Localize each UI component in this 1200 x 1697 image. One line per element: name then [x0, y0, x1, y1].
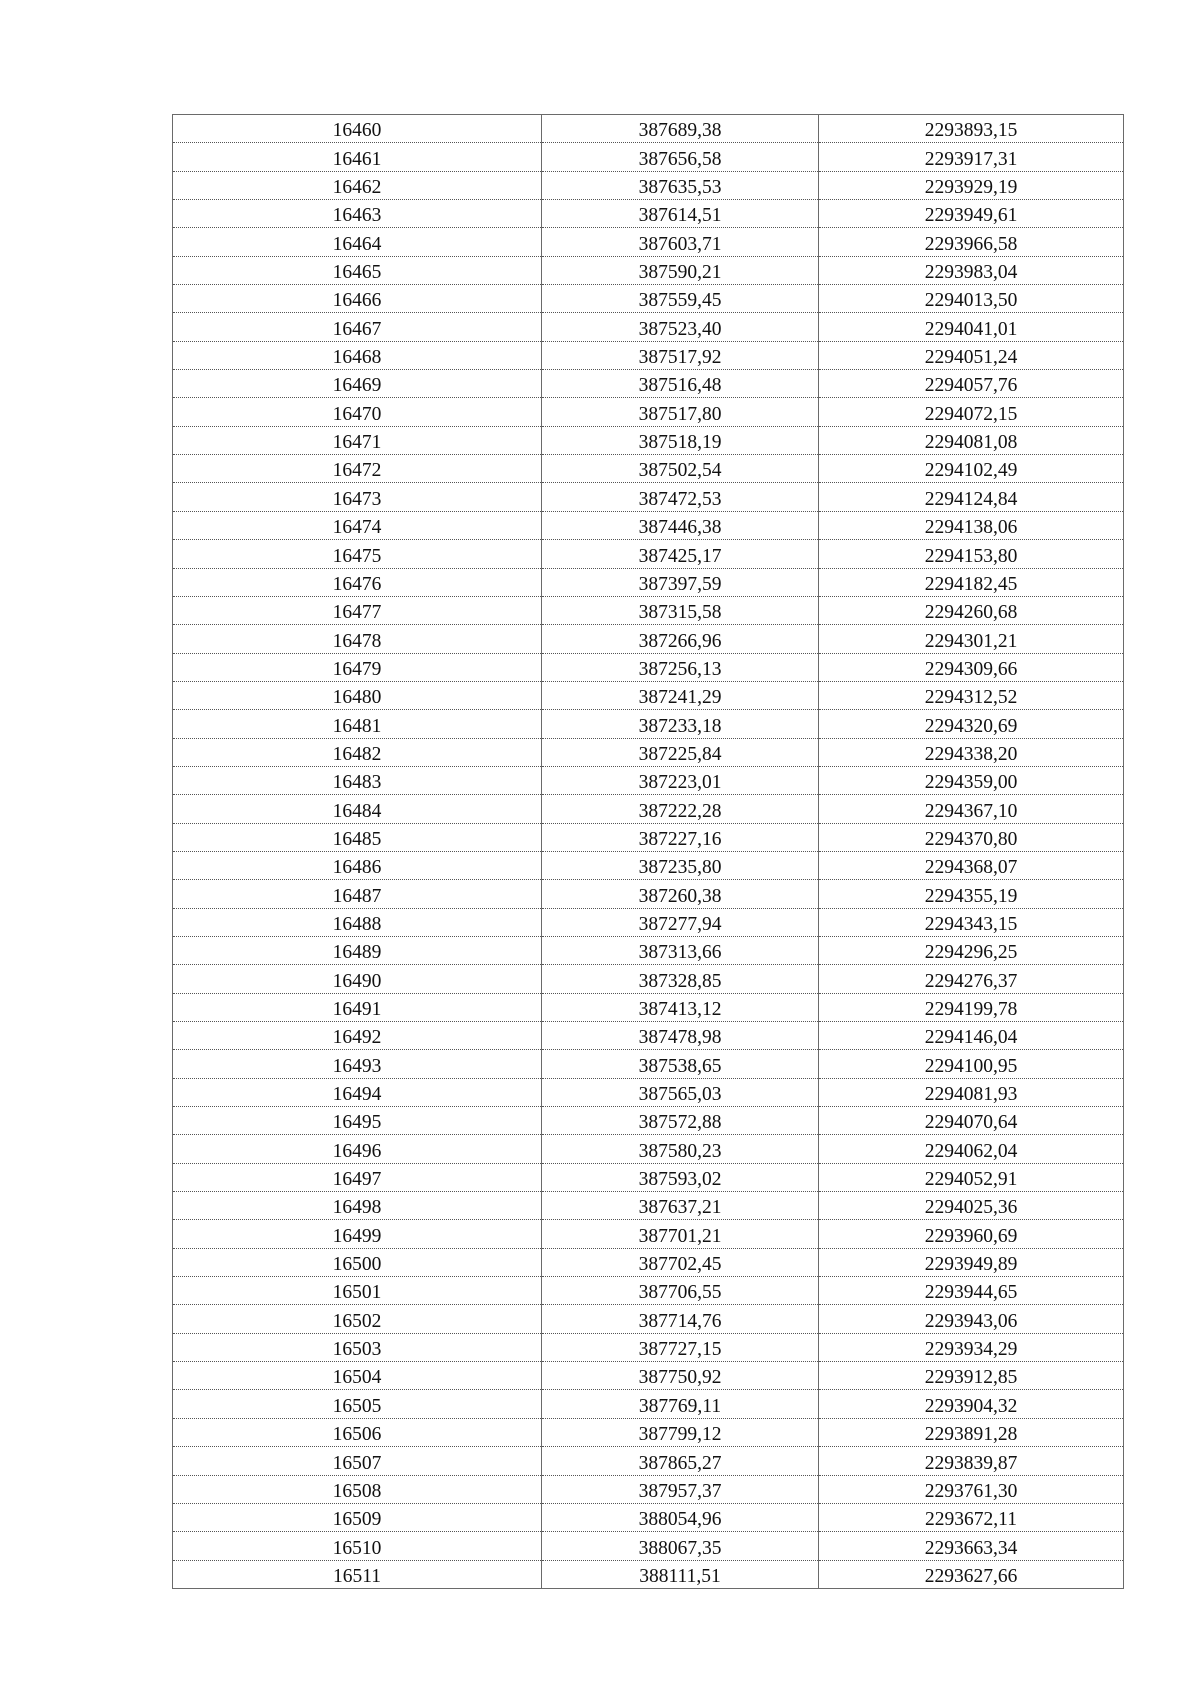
point-number-cell: 16465 [173, 256, 542, 284]
y-coordinate-cell: 2294153,80 [819, 540, 1124, 568]
point-number-cell: 16461 [173, 143, 542, 171]
x-coordinate-cell: 387413,12 [542, 993, 819, 1021]
y-coordinate-cell: 2293672,11 [819, 1503, 1124, 1531]
table-row [173, 936, 1124, 964]
point-number-cell: 16496 [173, 1135, 542, 1163]
table-row [173, 823, 1124, 851]
x-coordinate-cell: 387714,76 [542, 1305, 819, 1333]
table-row [173, 1163, 1124, 1191]
x-coordinate-cell: 388111,51 [542, 1560, 819, 1588]
y-coordinate-cell: 2293960,69 [819, 1220, 1124, 1248]
x-coordinate-cell: 387572,88 [542, 1107, 819, 1135]
y-coordinate-cell: 2293891,28 [819, 1418, 1124, 1446]
point-number-cell: 16487 [173, 880, 542, 908]
table-row [173, 596, 1124, 624]
x-coordinate-cell: 387241,29 [542, 681, 819, 709]
point-number-cell: 16474 [173, 511, 542, 539]
point-number-cell: 16468 [173, 341, 542, 369]
table-row [173, 1107, 1124, 1135]
point-number-cell: 16501 [173, 1277, 542, 1305]
x-coordinate-cell: 387701,21 [542, 1220, 819, 1248]
y-coordinate-cell: 2293944,65 [819, 1277, 1124, 1305]
y-coordinate-cell: 2294359,00 [819, 766, 1124, 794]
point-number-cell: 16466 [173, 285, 542, 313]
y-coordinate-cell: 2294367,10 [819, 795, 1124, 823]
x-coordinate-cell: 388054,96 [542, 1503, 819, 1531]
y-coordinate-cell: 2293949,61 [819, 200, 1124, 228]
point-number-cell: 16509 [173, 1503, 542, 1531]
table-row [173, 398, 1124, 426]
table-row [173, 1560, 1124, 1588]
y-coordinate-cell: 2294057,76 [819, 370, 1124, 398]
x-coordinate-cell: 387397,59 [542, 568, 819, 596]
y-coordinate-cell: 2294052,91 [819, 1163, 1124, 1191]
point-number-cell: 16500 [173, 1248, 542, 1276]
y-coordinate-cell: 2293929,19 [819, 171, 1124, 199]
table-row [173, 653, 1124, 681]
point-number-cell: 16486 [173, 851, 542, 879]
point-number-cell: 16480 [173, 681, 542, 709]
x-coordinate-cell: 387517,92 [542, 341, 819, 369]
table-row [173, 1220, 1124, 1248]
table-row [173, 483, 1124, 511]
table-row [173, 1532, 1124, 1560]
point-number-cell: 16504 [173, 1362, 542, 1390]
y-coordinate-cell: 2294072,15 [819, 398, 1124, 426]
x-coordinate-cell: 387799,12 [542, 1418, 819, 1446]
x-coordinate-cell: 387266,96 [542, 625, 819, 653]
point-number-cell: 16505 [173, 1390, 542, 1418]
x-coordinate-cell: 387425,17 [542, 540, 819, 568]
table-row [173, 1305, 1124, 1333]
table-row [173, 1475, 1124, 1503]
point-number-cell: 16490 [173, 965, 542, 993]
point-number-cell: 16489 [173, 936, 542, 964]
table-row [173, 738, 1124, 766]
x-coordinate-cell: 387590,21 [542, 256, 819, 284]
table-row [173, 1192, 1124, 1220]
point-number-cell: 16498 [173, 1192, 542, 1220]
x-coordinate-cell: 387565,03 [542, 1078, 819, 1106]
y-coordinate-cell: 2293893,15 [819, 115, 1124, 143]
table-row [173, 1447, 1124, 1475]
y-coordinate-cell: 2294343,15 [819, 908, 1124, 936]
table-row [173, 851, 1124, 879]
y-coordinate-cell: 2294081,08 [819, 426, 1124, 454]
x-coordinate-cell: 387502,54 [542, 455, 819, 483]
x-coordinate-cell: 387260,38 [542, 880, 819, 908]
table-row [173, 511, 1124, 539]
y-coordinate-cell: 2294312,52 [819, 681, 1124, 709]
y-coordinate-cell: 2294370,80 [819, 823, 1124, 851]
y-coordinate-cell: 2294320,69 [819, 710, 1124, 738]
x-coordinate-cell: 387702,45 [542, 1248, 819, 1276]
table-row [173, 993, 1124, 1021]
table-row [173, 341, 1124, 369]
y-coordinate-cell: 2294355,19 [819, 880, 1124, 908]
table-row [173, 710, 1124, 738]
y-coordinate-cell: 2294260,68 [819, 596, 1124, 624]
x-coordinate-cell: 387256,13 [542, 653, 819, 681]
y-coordinate-cell: 2294301,21 [819, 625, 1124, 653]
y-coordinate-cell: 2294276,37 [819, 965, 1124, 993]
point-number-cell: 16467 [173, 313, 542, 341]
point-number-cell: 16463 [173, 200, 542, 228]
point-number-cell: 16485 [173, 823, 542, 851]
y-coordinate-cell: 2294100,95 [819, 1050, 1124, 1078]
y-coordinate-cell: 2293761,30 [819, 1475, 1124, 1503]
x-coordinate-cell: 387235,80 [542, 851, 819, 879]
y-coordinate-cell: 2293912,85 [819, 1362, 1124, 1390]
point-number-cell: 16481 [173, 710, 542, 738]
table-row [173, 1078, 1124, 1106]
point-number-cell: 16478 [173, 625, 542, 653]
x-coordinate-cell: 387614,51 [542, 200, 819, 228]
table-row [173, 540, 1124, 568]
x-coordinate-cell: 387593,02 [542, 1163, 819, 1191]
table-row [173, 766, 1124, 794]
point-number-cell: 16502 [173, 1305, 542, 1333]
y-coordinate-cell: 2293966,58 [819, 228, 1124, 256]
table-row [173, 455, 1124, 483]
point-number-cell: 16477 [173, 596, 542, 624]
y-coordinate-cell: 2293943,06 [819, 1305, 1124, 1333]
table-row [173, 285, 1124, 313]
table-row [173, 908, 1124, 936]
table-row [173, 426, 1124, 454]
point-number-cell: 16499 [173, 1220, 542, 1248]
point-number-cell: 16492 [173, 1022, 542, 1050]
x-coordinate-cell: 387472,53 [542, 483, 819, 511]
y-coordinate-cell: 2294338,20 [819, 738, 1124, 766]
y-coordinate-cell: 2293983,04 [819, 256, 1124, 284]
point-number-cell: 16464 [173, 228, 542, 256]
point-number-cell: 16482 [173, 738, 542, 766]
y-coordinate-cell: 2293663,34 [819, 1532, 1124, 1560]
table-row [173, 965, 1124, 993]
x-coordinate-cell: 387603,71 [542, 228, 819, 256]
x-coordinate-cell: 387277,94 [542, 908, 819, 936]
y-coordinate-cell: 2293917,31 [819, 143, 1124, 171]
point-number-cell: 16506 [173, 1418, 542, 1446]
x-coordinate-cell: 387446,38 [542, 511, 819, 539]
table-row [173, 625, 1124, 653]
table-row [173, 171, 1124, 199]
x-coordinate-cell: 387227,16 [542, 823, 819, 851]
point-number-cell: 16462 [173, 171, 542, 199]
table-row [173, 1503, 1124, 1531]
point-number-cell: 16472 [173, 455, 542, 483]
x-coordinate-cell: 387559,45 [542, 285, 819, 313]
table-row [173, 681, 1124, 709]
x-coordinate-cell: 387328,85 [542, 965, 819, 993]
x-coordinate-cell: 387223,01 [542, 766, 819, 794]
point-number-cell: 16495 [173, 1107, 542, 1135]
x-coordinate-cell: 387315,58 [542, 596, 819, 624]
x-coordinate-cell: 388067,35 [542, 1532, 819, 1560]
x-coordinate-cell: 387656,58 [542, 143, 819, 171]
y-coordinate-cell: 2294199,78 [819, 993, 1124, 1021]
x-coordinate-cell: 387635,53 [542, 171, 819, 199]
y-coordinate-cell: 2294146,04 [819, 1022, 1124, 1050]
y-coordinate-cell: 2294062,04 [819, 1135, 1124, 1163]
y-coordinate-cell: 2293904,32 [819, 1390, 1124, 1418]
table-row [173, 1135, 1124, 1163]
x-coordinate-cell: 387518,19 [542, 426, 819, 454]
table-row [173, 200, 1124, 228]
table-row [173, 1248, 1124, 1276]
y-coordinate-cell: 2294070,64 [819, 1107, 1124, 1135]
y-coordinate-cell: 2294138,06 [819, 511, 1124, 539]
x-coordinate-cell: 387233,18 [542, 710, 819, 738]
point-number-cell: 16493 [173, 1050, 542, 1078]
x-coordinate-cell: 387637,21 [542, 1192, 819, 1220]
x-coordinate-cell: 387957,37 [542, 1475, 819, 1503]
y-coordinate-cell: 2294309,66 [819, 653, 1124, 681]
point-number-cell: 16484 [173, 795, 542, 823]
x-coordinate-cell: 387769,11 [542, 1390, 819, 1418]
y-coordinate-cell: 2294013,50 [819, 285, 1124, 313]
point-number-cell: 16508 [173, 1475, 542, 1503]
table-row [173, 313, 1124, 341]
x-coordinate-cell: 387222,28 [542, 795, 819, 823]
y-coordinate-cell: 2293949,89 [819, 1248, 1124, 1276]
y-coordinate-cell: 2294051,24 [819, 341, 1124, 369]
coordinates-table-body [173, 115, 1124, 1589]
table-row [173, 143, 1124, 171]
y-coordinate-cell: 2294296,25 [819, 936, 1124, 964]
x-coordinate-cell: 387750,92 [542, 1362, 819, 1390]
table-row [173, 1277, 1124, 1305]
point-number-cell: 16497 [173, 1163, 542, 1191]
y-coordinate-cell: 2294041,01 [819, 313, 1124, 341]
x-coordinate-cell: 387478,98 [542, 1022, 819, 1050]
x-coordinate-cell: 387225,84 [542, 738, 819, 766]
point-number-cell: 16470 [173, 398, 542, 426]
y-coordinate-cell: 2294124,84 [819, 483, 1124, 511]
point-number-cell: 16479 [173, 653, 542, 681]
table-row [173, 1418, 1124, 1446]
point-number-cell: 16469 [173, 370, 542, 398]
point-number-cell: 16507 [173, 1447, 542, 1475]
y-coordinate-cell: 2293839,87 [819, 1447, 1124, 1475]
table-row [173, 795, 1124, 823]
point-number-cell: 16511 [173, 1560, 542, 1588]
table-row [173, 1390, 1124, 1418]
table-row [173, 568, 1124, 596]
table-row [173, 1022, 1124, 1050]
point-number-cell: 16494 [173, 1078, 542, 1106]
y-coordinate-cell: 2293627,66 [819, 1560, 1124, 1588]
point-number-cell: 16476 [173, 568, 542, 596]
x-coordinate-cell: 387538,65 [542, 1050, 819, 1078]
x-coordinate-cell: 387313,66 [542, 936, 819, 964]
x-coordinate-cell: 387727,15 [542, 1333, 819, 1361]
point-number-cell: 16473 [173, 483, 542, 511]
point-number-cell: 16483 [173, 766, 542, 794]
x-coordinate-cell: 387517,80 [542, 398, 819, 426]
table-row [173, 1362, 1124, 1390]
point-number-cell: 16503 [173, 1333, 542, 1361]
table-row [173, 1050, 1124, 1078]
table-row [173, 880, 1124, 908]
table-row [173, 115, 1124, 143]
coordinates-table [172, 114, 1124, 1589]
y-coordinate-cell: 2294102,49 [819, 455, 1124, 483]
point-number-cell: 16488 [173, 908, 542, 936]
x-coordinate-cell: 387689,38 [542, 115, 819, 143]
point-number-cell: 16460 [173, 115, 542, 143]
table-row [173, 1333, 1124, 1361]
table-row [173, 256, 1124, 284]
y-coordinate-cell: 2294081,93 [819, 1078, 1124, 1106]
point-number-cell: 16471 [173, 426, 542, 454]
x-coordinate-cell: 387523,40 [542, 313, 819, 341]
point-number-cell: 16491 [173, 993, 542, 1021]
x-coordinate-cell: 387865,27 [542, 1447, 819, 1475]
y-coordinate-cell: 2293934,29 [819, 1333, 1124, 1361]
x-coordinate-cell: 387516,48 [542, 370, 819, 398]
x-coordinate-cell: 387580,23 [542, 1135, 819, 1163]
y-coordinate-cell: 2294368,07 [819, 851, 1124, 879]
x-coordinate-cell: 387706,55 [542, 1277, 819, 1305]
y-coordinate-cell: 2294025,36 [819, 1192, 1124, 1220]
point-number-cell: 16510 [173, 1532, 542, 1560]
y-coordinate-cell: 2294182,45 [819, 568, 1124, 596]
table-row [173, 370, 1124, 398]
point-number-cell: 16475 [173, 540, 542, 568]
table-row [173, 228, 1124, 256]
